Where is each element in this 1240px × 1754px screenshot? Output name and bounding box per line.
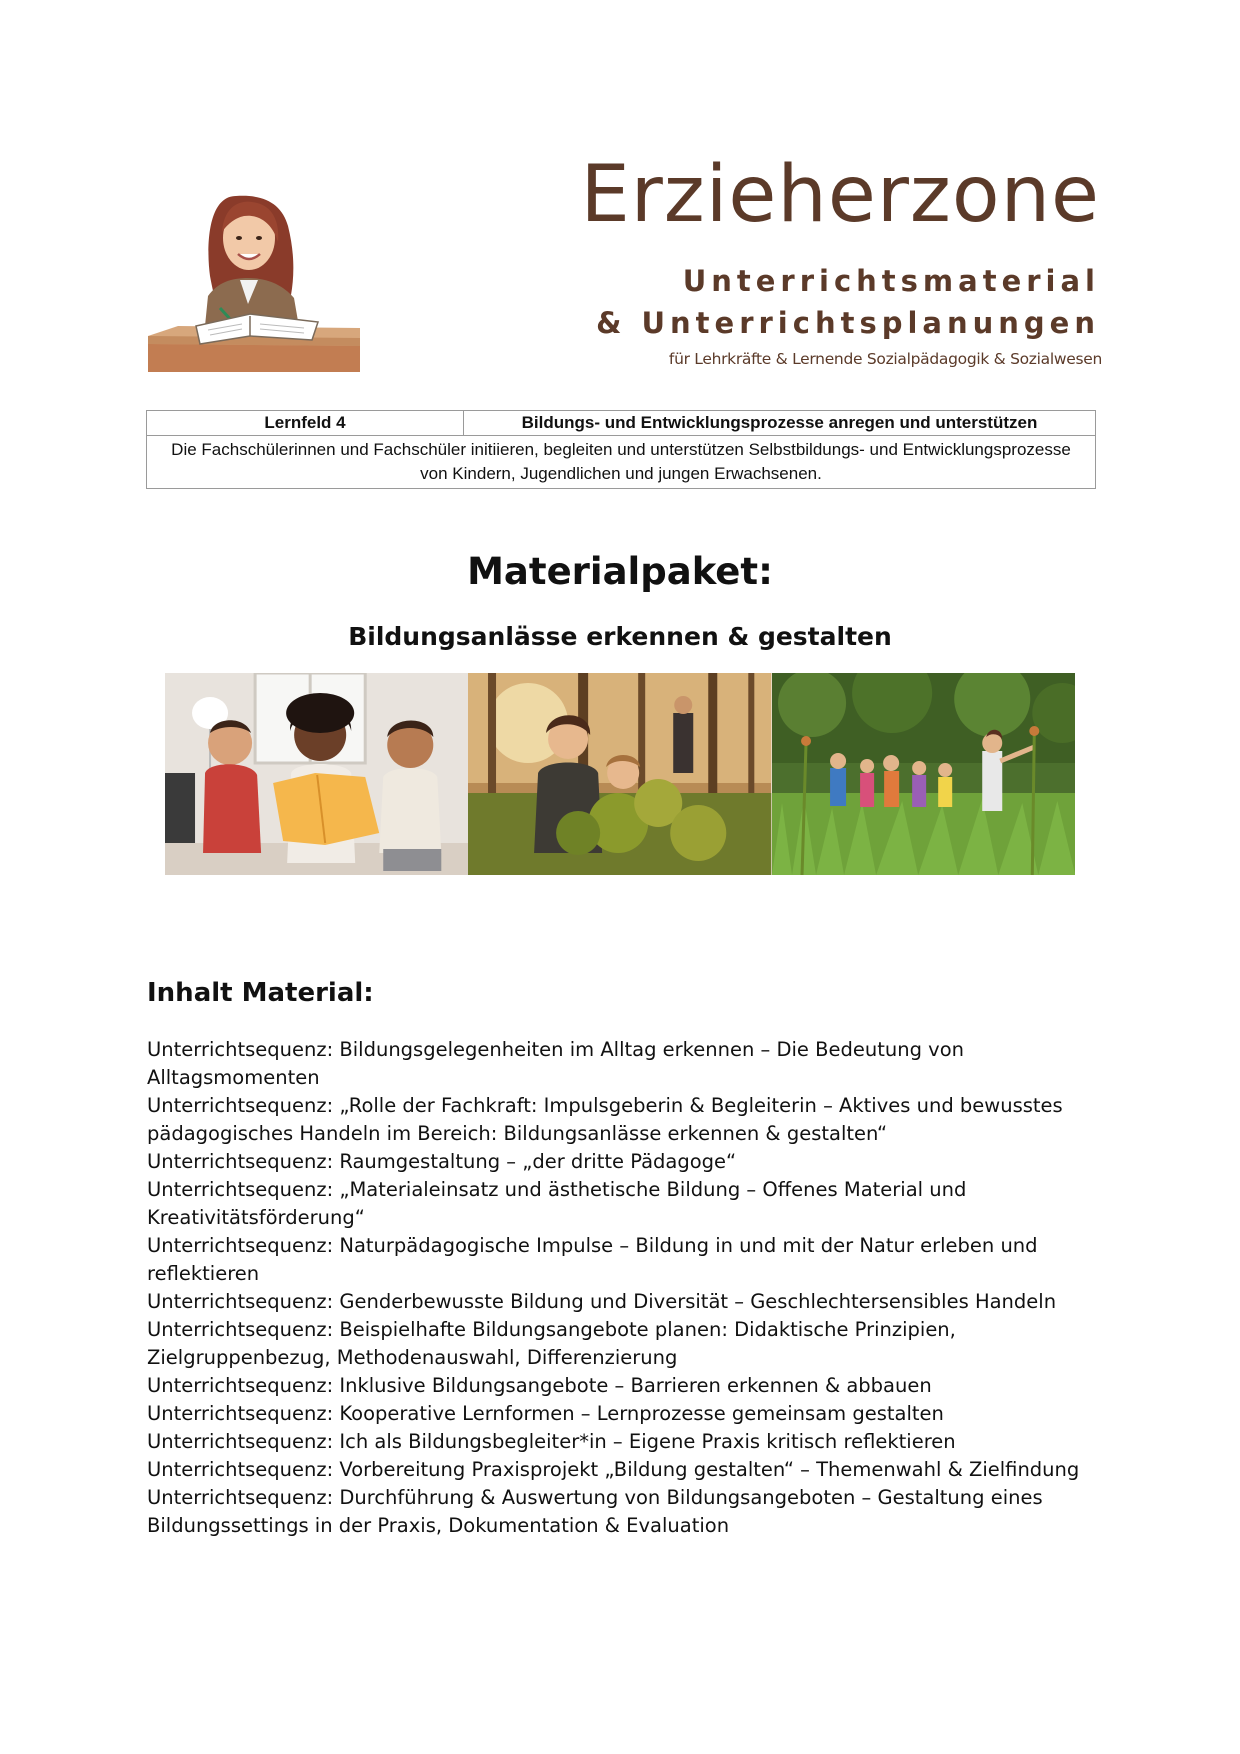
list-item: Unterrichtsequenz: Inklusive Bildungsangebote – Barrieren erkennen & abbauen: [147, 1374, 932, 1397]
sub-title: Bildungsanlässe erkennen & gestalten: [348, 622, 892, 651]
list-item: Unterrichtsequenz: Naturpädagogische Impulse – Bildung in und mit der Natur erleben und reflektieren: [147, 1234, 1038, 1285]
list-item: Unterrichtsequenz: Beispielhafte Bildungsangebote planen: Didaktische Prinzipien, Zielgruppenbezug, Methodenauswahl, Differenzierung: [147, 1318, 956, 1369]
list-item: Unterrichtsequenz: Bildungsgelegenheiten im Alltag erkennen – Die Bedeutung von Alltagsmomenten: [147, 1038, 965, 1089]
list-item: Unterrichtsequenz: „Materialeinsatz und ästhetische Bildung – Offenes Material und Kreativitätsförderung“: [147, 1178, 967, 1229]
photo-nature-walk: [772, 673, 1075, 875]
list-item: Unterrichtsequenz: Genderbewusste Bildung und Diversität – Geschlechtersensibles Handeln: [147, 1290, 1057, 1313]
list-item: Unterrichtsequenz: Raumgestaltung – „der dritte Pädagoge“: [147, 1150, 737, 1173]
brand-target-audience: für Lehrkräfte & Lernende Sozialpädagogik & Sozialwesen: [668, 350, 1102, 368]
list-item: Unterrichtsequenz: Vorbereitung Praxisprojekt „Bildung gestalten“ – Themenwahl & Zielfindung: [147, 1458, 1080, 1481]
brand-subtitle-line1: Unterrichtsmaterial: [682, 264, 1100, 298]
photo-forest-exploration: [468, 673, 771, 875]
list-item: Unterrichtsequenz: Durchführung & Auswertung von Bildungsangeboten – Gestaltung eines Bildungssettings in der Praxis, Dokumentation & Evaluation: [147, 1486, 1043, 1537]
list-item: Unterrichtsequenz: Kooperative Lernformen – Lernprozesse gemeinsam gestalten: [147, 1402, 944, 1425]
contents-heading: Inhalt Material:: [147, 978, 374, 1008]
contents-list: [147, 1036, 1107, 1540]
photo-children-reading: [165, 673, 468, 875]
main-title: Materialpaket:: [467, 550, 773, 593]
brand-title: Erzieherzone: [580, 150, 1100, 240]
teacher-illustration: [148, 186, 360, 372]
brand-subtitle-line2: & Unterrichtsplanungen: [596, 306, 1100, 340]
list-item: Unterrichtsequenz: „Rolle der Fachkraft: Impulsgeberin & Begleiterin – Aktives und bewusstes pädagogisches Handeln im Bereich: Bildungsanlässe erkennen & gestalten“: [147, 1094, 1063, 1145]
lernfeld-description: Die Fachschülerinnen und Fachschüler initiieren, begleiten und unterstützen Selbstbildungs- und Entwicklungsprozesse von Kindern, Jugendlichen und jungen Erwachsenen.: [147, 436, 1096, 489]
photo-strip: [165, 673, 1075, 875]
lernfeld-label: Lernfeld 4: [147, 411, 464, 436]
lernfeld-header-row: [147, 411, 1096, 436]
lernfeld-table: [146, 410, 1096, 489]
lernfeld-title: Bildungs- und Entwicklungsprozesse anregen und unterstützen: [464, 411, 1096, 436]
list-item: Unterrichtsequenz: Ich als Bildungsbegleiter*in – Eigene Praxis kritisch reflektieren: [147, 1430, 956, 1453]
lernfeld-description-row: [147, 436, 1096, 489]
